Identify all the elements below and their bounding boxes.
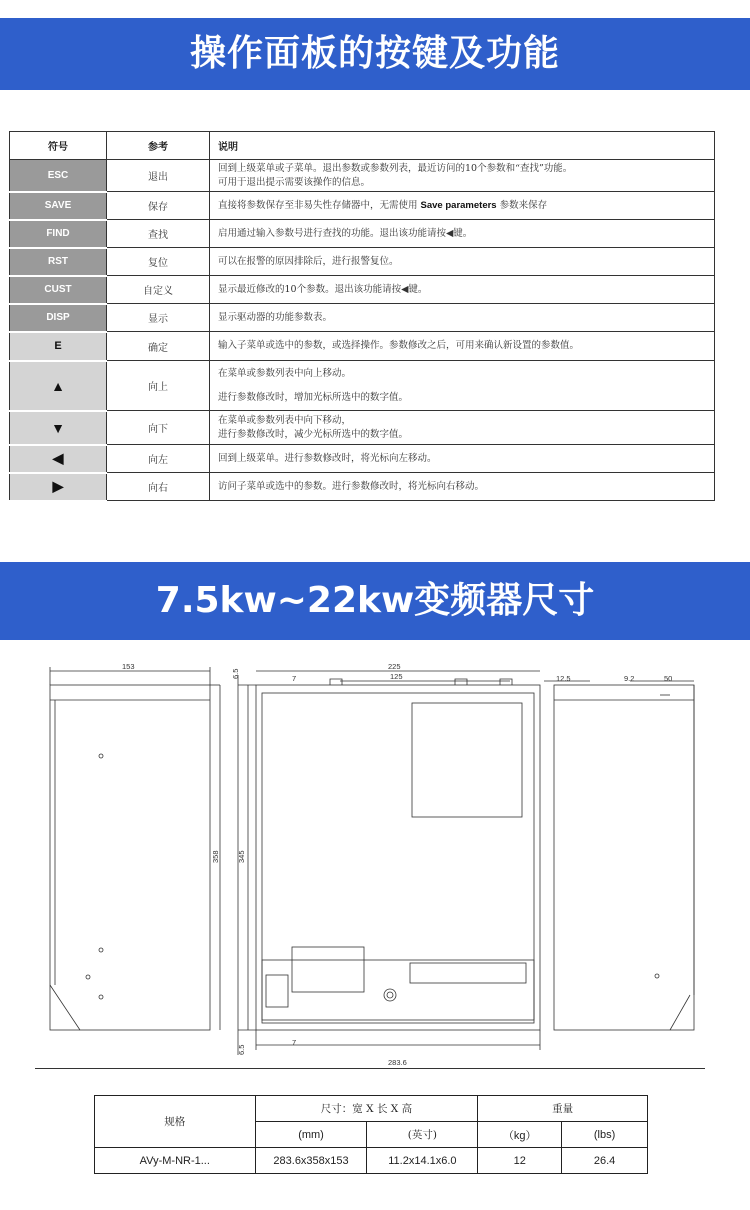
key-ref: 向上 bbox=[107, 361, 210, 411]
dim-225: 225 bbox=[388, 662, 401, 671]
key-ref: 自定义 bbox=[107, 276, 210, 304]
dim-7-top: 7 bbox=[292, 674, 297, 683]
spec-table bbox=[94, 1095, 648, 1174]
key-down: ▼ bbox=[10, 411, 107, 445]
table-row bbox=[10, 192, 715, 220]
dim-358: 358 bbox=[211, 850, 220, 863]
key-ref: 显示 bbox=[107, 304, 210, 332]
table-row bbox=[10, 160, 715, 192]
dim-top-6-5: 6.5 bbox=[231, 668, 240, 679]
key-ref: 向左 bbox=[107, 445, 210, 473]
section-title-dimensions: 7.5kw~22kw变频器尺寸 bbox=[0, 562, 750, 640]
dim-345: 345 bbox=[237, 850, 246, 863]
key-desc: 显示最近修改的10个参数。退出该功能请按◀键。 bbox=[210, 276, 715, 304]
dim-12-5: 12.5 bbox=[556, 674, 571, 683]
key-up: ▲ bbox=[10, 361, 107, 411]
table-row bbox=[10, 361, 715, 411]
weight-kg-value: 12 bbox=[478, 1148, 562, 1174]
table-header-row bbox=[10, 132, 715, 160]
key-e: E bbox=[10, 332, 107, 361]
key-desc: 在菜单或参数列表中向下移动， 进行参数修改时，减少光标所选中的数字值。 bbox=[210, 411, 715, 445]
key-ref: 向下 bbox=[107, 411, 210, 445]
key-desc: 直接将参数保存至非易失性存储器中，无需使用 Save parameters 参数来保存 bbox=[210, 192, 715, 220]
size-mm-value: 283.6x358x153 bbox=[255, 1148, 367, 1174]
key-left: ◀ bbox=[10, 445, 107, 473]
table-row bbox=[10, 304, 715, 332]
header-desc: 说明 bbox=[210, 132, 715, 160]
divider-line bbox=[35, 1068, 705, 1069]
unit-mm: (mm) bbox=[255, 1122, 367, 1148]
table-row bbox=[10, 220, 715, 248]
dim-7-bottom: 7 bbox=[292, 1038, 297, 1047]
key-desc: 可以在报警的原因排除后，进行报警复位。 bbox=[210, 248, 715, 276]
table-row bbox=[10, 445, 715, 473]
dim-283-6: 283.6 bbox=[388, 1058, 407, 1067]
key-right: ▶ bbox=[10, 473, 107, 501]
keys-function-table bbox=[9, 131, 715, 502]
key-save: SAVE bbox=[10, 192, 107, 220]
side-view-left bbox=[50, 685, 210, 1030]
dim-125: 125 bbox=[390, 672, 403, 681]
key-find: FIND bbox=[10, 220, 107, 248]
key-desc: 输入子菜单或选中的参数，或选择操作。参数修改之后，可用来确认新设置的参数值。 bbox=[210, 332, 715, 361]
key-ref: 向右 bbox=[107, 473, 210, 501]
dim-9-2: 9.2 bbox=[624, 674, 635, 683]
key-desc: 在菜单或参数列表中向上移动。 进行参数修改时，增加光标所选中的数字值。 bbox=[210, 361, 715, 411]
front-view bbox=[256, 685, 540, 1030]
dim-153: 153 bbox=[122, 662, 135, 671]
header-ref: 参考 bbox=[107, 132, 210, 160]
unit-inch: (英寸) bbox=[367, 1122, 478, 1148]
inverter-dimension-drawing bbox=[30, 655, 720, 1070]
spec-label: 规格 bbox=[95, 1096, 256, 1148]
keypad-window bbox=[412, 703, 522, 817]
key-ref: 保存 bbox=[107, 192, 210, 220]
unit-lbs: (lbs) bbox=[562, 1122, 648, 1148]
key-disp: DISP bbox=[10, 304, 107, 332]
key-ref: 退出 bbox=[107, 160, 210, 192]
table-row bbox=[10, 248, 715, 276]
key-rst: RST bbox=[10, 248, 107, 276]
key-desc: 回到上级菜单或子菜单。退出参数或参数列表，最近访问的10个参数和“查找”功能。 可用于退出提示需要该操作的信息。 bbox=[210, 160, 715, 192]
weight-label: 重量 bbox=[478, 1096, 648, 1122]
key-ref: 查找 bbox=[107, 220, 210, 248]
size-label: 尺寸：宽 X 长 X 高 bbox=[255, 1096, 478, 1122]
model-value: AVy-M-NR-1... bbox=[95, 1148, 256, 1174]
dim-50: 50 bbox=[664, 674, 673, 683]
key-esc: ESC bbox=[10, 160, 107, 192]
section-title-keys: 操作面板的按键及功能 bbox=[0, 18, 750, 90]
weight-lbs-value: 26.4 bbox=[562, 1148, 648, 1174]
spec-header-row bbox=[95, 1096, 648, 1122]
size-inch-value: 11.2x14.1x6.0 bbox=[367, 1148, 478, 1174]
header-symbol: 符号 bbox=[10, 132, 107, 160]
key-desc: 访问子菜单或选中的参数。进行参数修改时，将光标向右移动。 bbox=[210, 473, 715, 501]
unit-kg: （kg） bbox=[478, 1122, 562, 1148]
key-cust: CUST bbox=[10, 276, 107, 304]
table-row bbox=[10, 332, 715, 361]
table-row bbox=[10, 473, 715, 501]
key-ref: 确定 bbox=[107, 332, 210, 361]
spec-data-row bbox=[95, 1148, 648, 1174]
table-row bbox=[10, 276, 715, 304]
side-view-right bbox=[554, 685, 694, 1030]
key-ref: 复位 bbox=[107, 248, 210, 276]
table-row bbox=[10, 411, 715, 445]
dim-bottom-6-5: 6.5 bbox=[237, 1044, 246, 1055]
key-desc: 显示驱动器的功能参数表。 bbox=[210, 304, 715, 332]
key-desc: 回到上级菜单。进行参数修改时，将光标向左移动。 bbox=[210, 445, 715, 473]
key-desc: 启用通过输入参数号进行查找的功能。退出该功能请按◀键。 bbox=[210, 220, 715, 248]
